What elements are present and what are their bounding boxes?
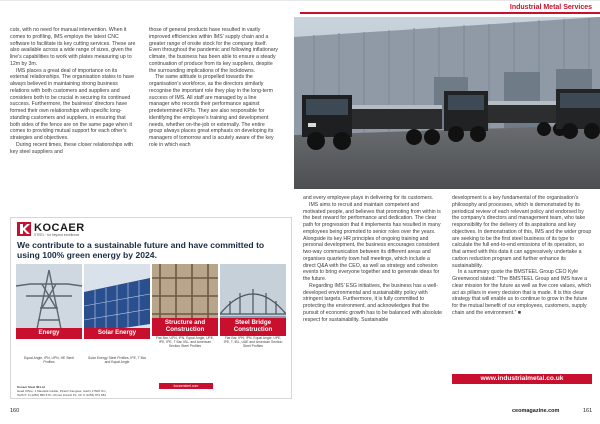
ad-footer-line: Kocaer Steel IM Ltd (17, 385, 45, 389)
ad-logo (17, 222, 137, 238)
header-rule (300, 12, 600, 14)
magazine-site: ceomagazine.com (512, 408, 560, 414)
ad-tile-desc: Flat Bar, UPN, IPN, Equal Angle, UPE, IPE, IPE, T Bar, IBL, and American Section Steel Profiles (155, 336, 215, 349)
paragraph: During recent times, these closer relationships with key steel suppliers and (10, 141, 134, 155)
solar-panels-image (84, 264, 150, 334)
ad-tile-energy (16, 264, 82, 384)
page-number-right: 161 (583, 408, 593, 414)
ad-footer-line: Tel/ICT: 0 (1256) 899 679 • Ahmet Icicanli Ptr. 10: 0 (1256) 874 684 (17, 392, 106, 397)
ad-footer-line: Head Office: 1 Mandela Cadde, Piraziz Kangsas, Gaziri 17500 Izm (17, 388, 106, 393)
article-column-1 (10, 27, 137, 213)
paragraph: IMS aims to recruit and maintain competent and motivated people, and believes that promoting from within is the best reward for performance and dedication. The clear path for progression that it implements has resulted in many employees being promoted to senior roles over the years. Alongside its key HR principles of ongoing training and personal development, the business encourages consistent two-way communication between its different areas and organises quarterly town hall meetings, which include a direct Q&A with the CEO, as well as strategy and cohesion events to bring everyone together and to generate ideas for the future. (303, 201, 441, 282)
article-column-2 (149, 27, 278, 213)
ad-tile-structure (152, 264, 218, 384)
page-number-left: 160 (10, 408, 20, 414)
ad-tile-desc: Flat Bar, IPN, IPN, Equal Angle, UPE, IPE, T, IBL, UAE and American Section Steel Profiles (223, 336, 283, 349)
warehouse-trucks-photo (294, 17, 600, 189)
ad-tile-bridge (220, 264, 286, 384)
section-title: Industrial Metal Services (509, 4, 592, 11)
ad-tiles (16, 264, 288, 384)
article-column-3 (303, 195, 443, 395)
ad-brand-sub: STEEL · for beyond excellence (34, 233, 80, 237)
paragraph: development is a key fundamental of the organisation’s philosophy and processes, which is demonstrated by its periodical review of each relevant policy and endorsed by the company’s directors and management team, who take responsibility for the delivery of its aspirations and key objectives. In demonstration of this, IMS and the wider group are seeking to be the first steel business of its type to calculate the full end-to-end emissions of its operation, so that armed with this data it can aggressively undertake a carbon reduction program and further enhance its sustainability. (452, 195, 592, 269)
paragraph: those of general products have resulted in vastly improved efficiencies within IMS’ supply chain and a greater range of onsite stock for the company itself. Even throughout the pandemic and following inflationary climate, the business has been able to ensure a steady continuation of produce from its key suppliers, despite the surrounding implications of the lockdowns. (149, 27, 278, 74)
ad-website[interactable]: kocaersteel.com (159, 383, 213, 389)
power-pylon-image (16, 264, 82, 334)
ad-tile-label: Solar Energy (84, 328, 150, 339)
paragraph: The same attitude is propelled towards the organisation’s workforce, as the directors similarly recognise the important role they play in the long-term success of IMS. All staff are managed by a line manager who records their performance against predetermined KPIs. They are also responsible for identifying the employee’s training and development needs, whether on-the-job or externally. The entire group always places great emphasis on developing its managers of tomorrow and is acutely aware of the key role in which each (149, 74, 274, 148)
paragraph: IMS places a great deal of importance on its external relationships. The organisation states to have always believed in maintaining strong business relations with both customers and suppliers and considers both to be crucial in securing its continued success. Furthermore, the business’ directors have formed their own relationships with specific long-standing customers and suppliers, in ensuring that both sides of the fence are on the same page when it comes to providing mutual support for each other’s strategies and objectives. (10, 67, 135, 141)
ad-brand: KOCAER (34, 222, 85, 234)
article-column-4 (452, 195, 592, 345)
ad-tile-desc: Solar Energy Steel Profiles, IPE, T Bar and Equal Angle (88, 356, 146, 365)
ad-tile-solar (84, 264, 150, 384)
ad-tile-label: Steel Bridge Construction (220, 318, 286, 336)
paragraph: and every employee plays in delivering for its customers. (303, 195, 434, 201)
kocaer-logo-icon (17, 222, 31, 236)
ad-footer (17, 386, 147, 397)
kocaer-advertisement (10, 217, 292, 399)
ad-tile-desc: Equal Angle, IPN, UPN, HE Steel Profiles (24, 356, 74, 365)
paragraph: In a summary quote the BMSTEEL Group CEO Kyle Greenwood stated: “The BMSTEEL Group and IMS have a clear mission for the future as well as five core values, which act as pillars in every decision that is made. It is this clear strategy that will enable us to continue to grow in the future for the mutual benefit of our employees, customers, supply chain and the environment.” ■ (452, 269, 591, 316)
paragraph: Regarding IMS’ ESG initiatives, the business has a well-developed environmental and sustainability policy with stringent targets. Furthermore, it is fully committed to protecting the environment, and acknowledges that the pursuit of economic growth has to be balanced with absolute respect for sustainability. Sustainable (303, 282, 442, 323)
company-website-link[interactable]: www.industrialmetal.co.uk (452, 374, 592, 384)
ad-tile-label: Structure and Construction (152, 318, 218, 336)
ad-headline: We contribute to a sustainable future and have committed to using 100% green energy by 2024. (17, 240, 265, 260)
paragraph: cuts, with no need for manual intervention. When it comes to profiling, IMS employs the latest CNC software to facilitate its key cutting services. These are also available across a wide range of sizes, given the line’s capabilities to work with plates measuring up to 12m by 3m. (10, 27, 136, 67)
ad-tile-label: Energy (16, 328, 82, 339)
